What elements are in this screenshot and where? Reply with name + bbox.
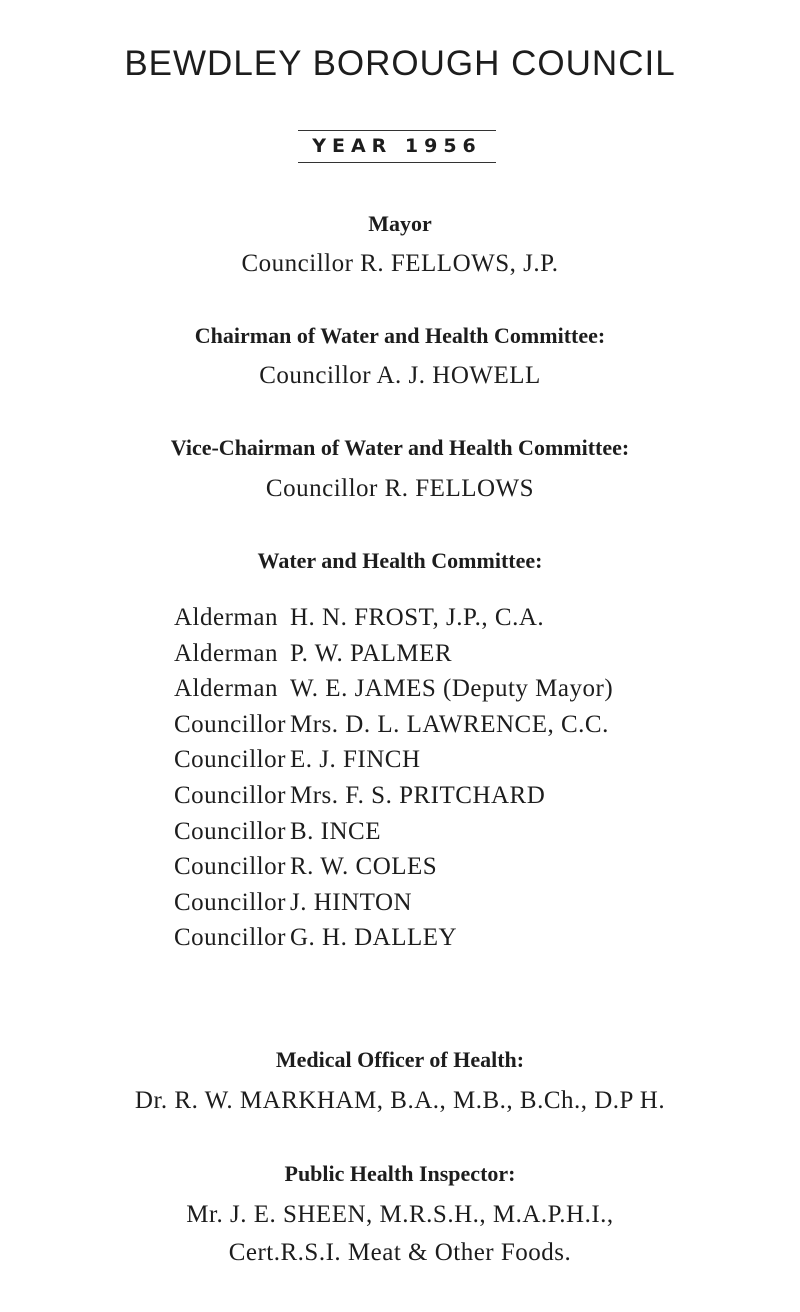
vice-chairman-name: Councillor R. FELLOWS: [265, 475, 535, 502]
committee-member: [174, 920, 734, 956]
committee-member: [174, 600, 734, 636]
member-name: W. E. JAMES (Deputy Mayor): [290, 675, 614, 703]
committee-member-list: [174, 600, 734, 956]
member-title: Councillor: [174, 710, 286, 738]
member-name: Mrs. F. S. PRITCHARD: [290, 781, 546, 809]
member-name: E. J. FINCH: [290, 746, 421, 774]
committee-heading: Water and Health Committee:: [257, 548, 543, 573]
member-name: B. INCE: [290, 817, 381, 845]
committee-member: [174, 671, 734, 707]
member-title: Councillor: [174, 817, 286, 845]
member-name: Mrs. D. L. LAWRENCE, C.C.: [290, 710, 609, 738]
medical-officer-heading: Medical Officer of Health:: [275, 1047, 525, 1072]
member-title: Councillor: [174, 853, 286, 881]
chairman-heading: Chairman of Water and Health Committee:: [194, 323, 606, 348]
member-title: Councillor: [174, 781, 286, 809]
chairman-name: Councillor A. J. HOWELL: [259, 362, 541, 389]
committee-member: [174, 885, 734, 921]
medical-officer-name: Dr. R. W. MARKHAM, B.A., M.B., B.Ch., D.P H.: [134, 1087, 666, 1114]
member-title: Alderman: [174, 675, 278, 703]
committee-member: [174, 778, 734, 814]
year-heading: YEAR 1956: [298, 130, 496, 163]
member-name: G. H. DALLEY: [290, 924, 458, 952]
committee-member: [174, 707, 734, 743]
council-title: BEWDLEY BOROUGH COUNCIL: [124, 44, 676, 83]
member-title: Alderman: [174, 604, 278, 631]
vice-chairman-heading: Vice-Chairman of Water and Health Committee:: [170, 435, 630, 460]
member-name: J. HINTON: [290, 888, 413, 916]
committee-member: [174, 814, 734, 850]
committee-member: [174, 849, 734, 885]
member-title: Councillor: [174, 888, 286, 916]
mayor-heading: Mayor: [368, 211, 432, 236]
inspector-heading: Public Health Inspector:: [284, 1161, 516, 1186]
mayor-name: Councillor R. FELLOWS, J.P.: [241, 250, 559, 277]
committee-member: [174, 636, 734, 672]
inspector-name-line1: Mr. J. E. SHEEN, M.R.S.H., M.A.P.H.I.,: [186, 1201, 614, 1228]
member-title: Alderman: [174, 639, 278, 667]
member-name: H. N. FROST, J.P., C.A.: [290, 604, 545, 631]
member-name: P. W. PALMER: [290, 639, 453, 667]
inspector-name-line2: Cert.R.S.I. Meat & Other Foods.: [228, 1239, 572, 1266]
member-name: R. W. COLES: [290, 853, 438, 881]
member-title: Councillor: [174, 746, 286, 774]
member-title: Councillor: [174, 924, 286, 952]
committee-member: [174, 742, 734, 778]
